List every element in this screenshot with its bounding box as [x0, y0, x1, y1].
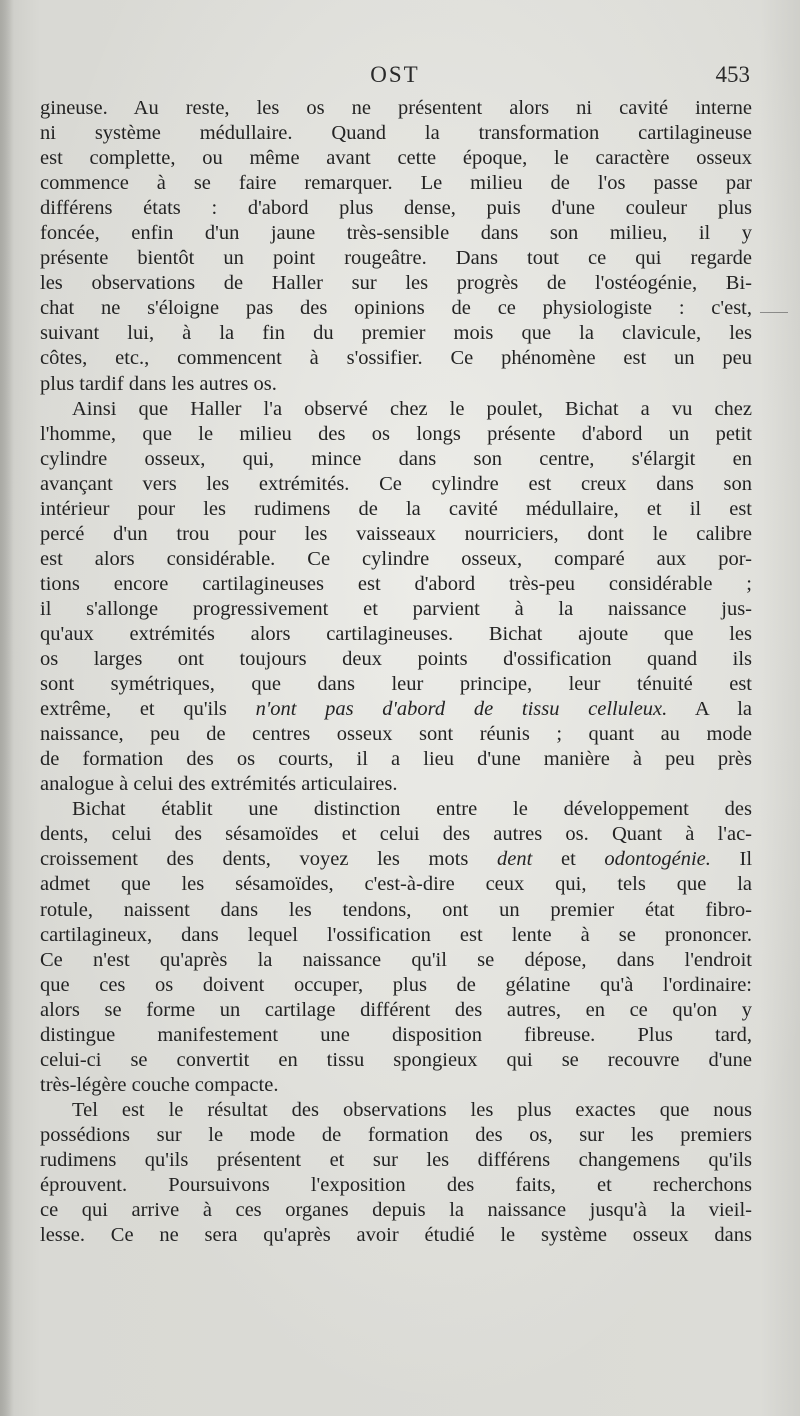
- text-line: foncée, enfin d'un jaune très-sensible dans son milieu, il y: [40, 222, 752, 245]
- text-line: les observations de Haller sur les progrès de l'ostéogénie, Bi-: [40, 272, 752, 295]
- margin-mark: [760, 312, 788, 313]
- text-line: Ce n'est qu'après la naissance qu'il se dépose, dans l'endroit: [40, 948, 752, 971]
- text-line: plus tardif dans les autres os.: [40, 372, 277, 395]
- italic-text: dent: [497, 848, 533, 871]
- text-line: [40, 847, 752, 872]
- text-line: ni système médullaire. Quand la transformation cartilagineuse: [40, 122, 752, 145]
- text-line: sont symétriques, que dans leur principe, leur ténuité est: [40, 673, 752, 696]
- text-line: qu'aux extrémités alors cartilagineuses. Bichat ajoute que les: [40, 622, 752, 645]
- text-line: commence à se faire remarquer. Le milieu de l'os passe par: [40, 172, 752, 195]
- italic-text: odontogénie.: [604, 848, 711, 871]
- text-line: gineuse. Au reste, les os ne présentent alors ni cavité interne: [40, 97, 752, 119]
- text-line: [40, 697, 752, 722]
- text-segment: extrême, et qu'ils: [40, 698, 227, 721]
- text-line: admet que les sésamoïdes, c'est-à-dire ceux qui, tels que la: [40, 873, 752, 896]
- page-number: 453: [715, 62, 750, 87]
- text-line: présente bientôt un point rougeâtre. Dans tout ce qui regarde: [40, 247, 752, 270]
- text-line: est complette, ou même avant cette époque, le caractère osseux: [40, 147, 752, 170]
- body-text: [40, 96, 752, 1248]
- text-line: Tel est le résultat des observations les plus exactes que nous: [72, 1098, 752, 1121]
- text-line: différens états : d'abord plus dense, puis d'une couleur plus: [40, 197, 752, 220]
- text-line: de formation des os courts, il a lieu d'une manière à peu près: [40, 748, 752, 771]
- text-line: possédions sur le mode de formation des os, sur les premiers: [40, 1123, 752, 1146]
- page-header: [40, 62, 750, 98]
- text-line: dents, celui des sésamoïdes et celui des autres os. Quant à l'ac-: [40, 823, 752, 846]
- text-line: lesse. Ce ne sera qu'après avoir étudié le système osseux dans: [40, 1224, 752, 1247]
- text-segment: Il: [739, 848, 753, 871]
- text-line: avançant vers les extrémités. Ce cylindre est creux dans son: [40, 472, 752, 495]
- text-line: éprouvent. Poursuivons l'exposition des faits, et recherchons: [40, 1174, 752, 1197]
- text-line: os larges ont toujours deux points d'ossification quand ils: [40, 648, 752, 671]
- text-line: percé d'un trou pour les vaisseaux nourriciers, dont le calibre: [40, 522, 752, 545]
- text-segment: A la: [694, 698, 753, 721]
- text-line: tions encore cartilagineuses est d'abord très-peu considérable ;: [40, 572, 752, 595]
- text-line: celui-ci se convertit en tissu spongieux qui se recouvre d'une: [40, 1048, 752, 1071]
- running-title: OST: [370, 62, 420, 87]
- text-line: naissance, peu de centres osseux sont réunis ; quant au mode: [40, 723, 752, 746]
- text-line: l'homme, que le milieu des os longs présente d'abord un petit: [40, 422, 752, 445]
- text-line: intérieur pour les rudimens de la cavité médullaire, et il est: [40, 497, 752, 520]
- text-line: côtes, etc., commencent à s'ossifier. Ce phénomène est un peu: [40, 347, 752, 370]
- text-line: il s'allonge progressivement et parvient à la naissance jus-: [40, 597, 752, 620]
- text-line: suivant lui, à la fin du premier mois que la clavicule, les: [40, 322, 752, 345]
- text-line: cylindre osseux, qui, mince dans son centre, s'élargit en: [40, 447, 752, 470]
- page-spine-shadow: [0, 0, 14, 1416]
- text-line: distingue manifestement une disposition fibreuse. Plus tard,: [40, 1023, 752, 1046]
- text-line: alors se forme un cartilage différent des autres, en ce qu'on y: [40, 998, 752, 1021]
- text-line: ce qui arrive à ces organes depuis la naissance jusqu'à la vieil-: [40, 1199, 752, 1222]
- italic-text: n'ont pas d'abord de tissu celluleux.: [255, 698, 668, 721]
- text-line: rotule, naissent dans les tendons, ont un premier état fibro-: [40, 898, 752, 921]
- text-line: très-légère couche compacte.: [40, 1073, 279, 1096]
- text-line: analogue à celui des extrémités articulaires.: [40, 773, 398, 796]
- text-line: Bichat établit une distinction entre le développement des: [72, 798, 752, 821]
- text-line: Ainsi que Haller l'a observé chez le poulet, Bichat a vu chez: [72, 397, 752, 420]
- text-segment: croissement des dents, voyez les mots: [40, 848, 469, 871]
- text-line: rudimens qu'ils présentent et sur les différens changemens qu'ils: [40, 1148, 752, 1171]
- text-segment: et: [560, 848, 576, 871]
- text-line: cartilagineux, dans lequel l'ossification est lente à se prononcer.: [40, 923, 752, 946]
- text-line: que ces os doivent occuper, plus de gélatine qu'à l'ordinaire:: [40, 973, 752, 996]
- text-line: est alors considérable. Ce cylindre osseux, comparé aux por-: [40, 547, 752, 570]
- text-line: chat ne s'éloigne pas des opinions de ce physiologiste : c'est,: [40, 297, 752, 320]
